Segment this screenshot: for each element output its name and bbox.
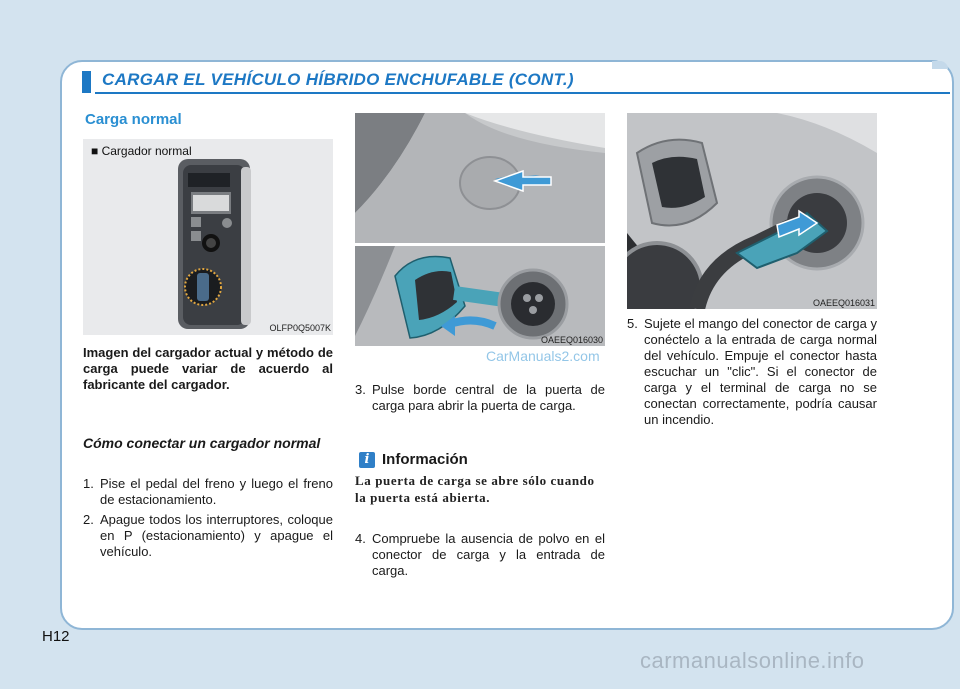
car-door-figure [355,113,605,243]
step-text: Pise el pedal del freno y luego el freno de estacionamiento. [100,476,333,507]
info-icon: i [359,452,375,468]
page-title: CARGAR EL VEHÍCULO HÍBRIDO ENCHUFABLE (CONT.) [102,70,574,89]
footer-watermark: carmanualsonline.info [640,648,865,673]
page-corner-tab [932,61,948,69]
open-door-illustration [355,246,605,346]
step-number: 5. [627,316,638,331]
subsection-title: Cómo conectar un cargador normal [83,435,321,451]
header-rule [95,92,950,94]
figure-code: OAEEQ016031 [812,298,875,308]
info-title: Información [382,451,468,468]
step-number: 4. [355,531,366,546]
car-door-illustration [355,113,605,243]
step-text: Apague todos los interruptores, coloque en P (estacionamiento) y apague el vehículo. [100,512,333,559]
page-number: H12 [42,628,70,645]
info-text: La puerta de carga se abre sólo cuando la puerta está abierta. [355,473,595,505]
header-accent-bar [82,71,91,93]
figure-code: OLFP0Q5007K [269,323,331,333]
step-text: Sujete el mango del conector de carga y conéctelo a la entrada de carga normal del vehículo. Empuje el conector hasta escuchar un "clic". Si el conector de carga y el terminal de carga no se conectan correctamente, podría causar un incendio. [644,316,877,427]
connector-illustration [627,113,877,309]
charger-note: Imagen del cargador actual y método de carga puede variar de acuerdo al fabricante del cargador. [83,345,333,392]
section-title: Carga normal [85,111,182,128]
step-3 [355,382,605,414]
charger-illustration [83,139,333,335]
figure-caption: ■ Cargador normal [91,144,192,158]
connector-figure [627,113,877,309]
watermark-text: CarManuals2.com [486,348,600,364]
figure-code: OAEEQ016030 [540,335,603,345]
step-number: 1. [83,476,94,491]
step-text: Pulse borde central de la puerta de carga para abrir la puerta de carga. [372,382,605,413]
step-text: Compruebe la ausencia de polvo en el conector de carga y la entrada de carga. [372,531,605,578]
step-5 [627,316,877,428]
step-number: 3. [355,382,366,397]
charger-figure [83,139,333,335]
step-2 [83,512,333,560]
step-1 [83,476,333,508]
step-number: 2. [83,512,94,527]
step-4 [355,531,605,579]
open-door-figure [355,246,605,346]
